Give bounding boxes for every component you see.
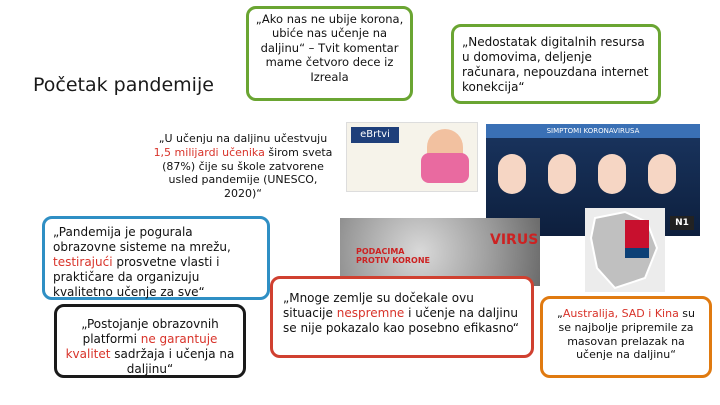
quote-countries-p2: su se najbolje pripremile za masovan prelazak na učenje na daljinu“ — [558, 307, 696, 362]
quote-resources-text: „Nedostatak digitalnih resursa u domovima, deljenje računara, nepouzdana internet konekcija“ — [462, 35, 649, 94]
person-figure-4 — [648, 154, 676, 194]
quote-pandemic — [42, 216, 270, 300]
quote-platforms-p1: „Postojanje obrazovnih platformi — [81, 317, 219, 346]
quote-pandemic-p2: prosvetne vlasti i praktičare da organizuju kvalitetno učenje za sve“ — [53, 255, 220, 299]
child-dress-illustration — [421, 153, 469, 183]
page-title: Početak pandemije — [33, 74, 214, 96]
quote-unesco-highlight: 1,5 milijardi učenika — [153, 145, 265, 159]
ebrtvi-image — [346, 122, 478, 192]
quote-unprepared-p1: „Mnoge zemlje su dočekale ovu situacije — [283, 291, 474, 320]
podacima-label: PODACIMA PROTIV KORONE — [356, 247, 430, 265]
n1-logo: N1 — [670, 216, 694, 230]
quote-unprepared-p2: i učenje na daljinu se nije pokazalo kao posebno efikasno“ — [283, 306, 519, 335]
person-figure-2 — [548, 154, 576, 194]
virus-word: VIRUS — [490, 232, 539, 248]
person-figure-3 — [598, 154, 626, 194]
quote-digital-resources — [451, 24, 661, 104]
quote-unesco-p1: „U učenju na daljinu učestvuju — [158, 132, 328, 145]
quote-platforms-p2: sadržaja i učenja na daljinu“ — [110, 347, 235, 376]
quote-countries-highlight: Australija, SAD i Kina — [562, 307, 679, 320]
quote-pandemic-highlight: testirajući — [53, 255, 113, 269]
map-shape — [585, 208, 665, 292]
quote-pandemic-p1: „Pandemija je pogurala obrazovne sisteme na mrežu, — [53, 225, 231, 254]
quote-unesco — [146, 132, 340, 206]
quote-platforms-highlight: ne garantuje kvalitet — [65, 332, 218, 361]
serbia-map-image — [585, 208, 665, 292]
symptoms-title: SIMPTOMI KORONAVIRUSA — [486, 124, 700, 138]
quote-countries — [540, 296, 712, 378]
quote-countries-p1: „ — [556, 307, 563, 320]
quote-unprepared — [270, 276, 534, 358]
ebrtvi-logo: eBrtvi — [351, 127, 399, 143]
person-figure-1 — [498, 154, 526, 194]
quote-twitter-text: „Ako nas ne ubije korona, ubiće nas učenje na daljinu“ – Tvit komentar mame četvoro dece iz Izreala — [255, 12, 404, 84]
quote-unesco-p2: širom sveta (87%) čije su škole zatvorene usled pandemije (UNESCO, 2020)“ — [162, 145, 333, 200]
quote-platforms — [54, 304, 246, 378]
quote-unprepared-highlight: nespremne — [336, 306, 405, 320]
quote-twitter — [246, 6, 413, 101]
